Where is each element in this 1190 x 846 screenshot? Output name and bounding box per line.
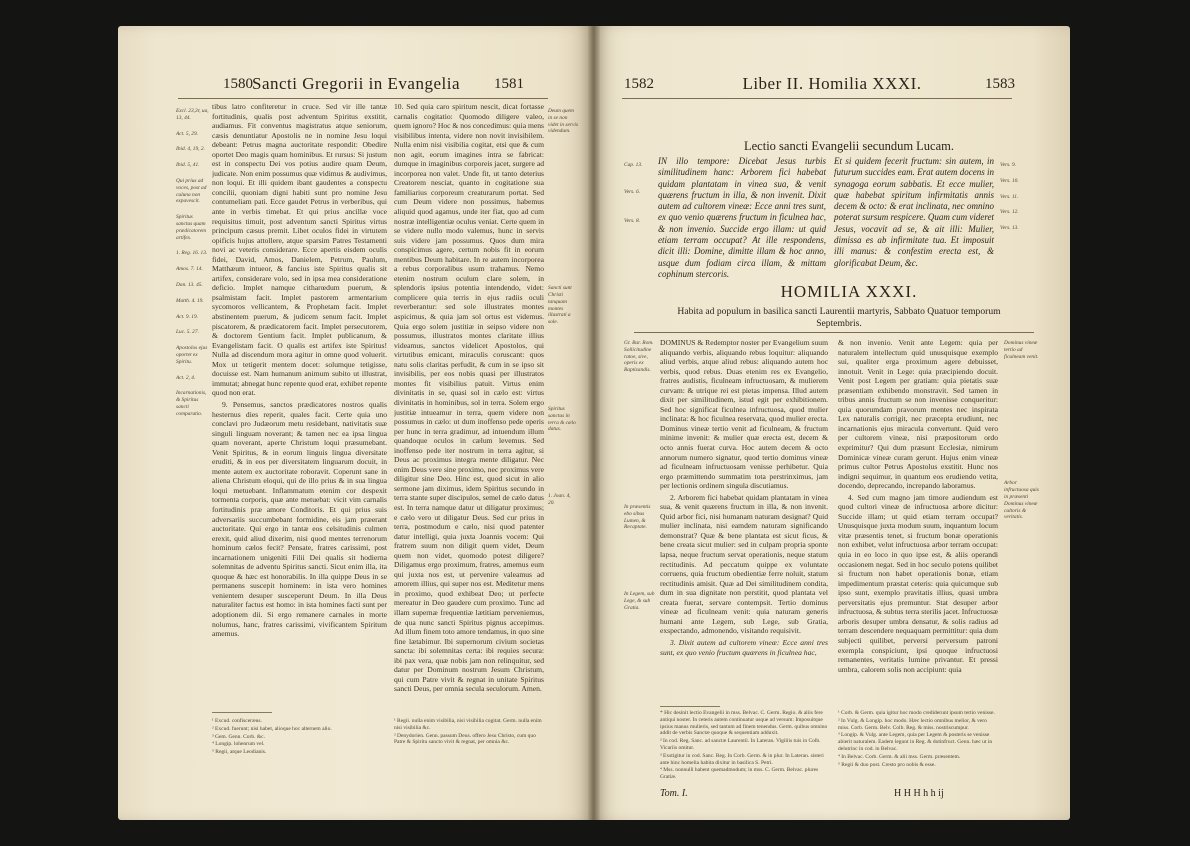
- footnote: ¹ Excud. confisceræus.: [212, 718, 262, 724]
- left-inner-margin-notes: [548, 108, 578, 516]
- right-footnotes-col2: [838, 710, 998, 769]
- margin-note: Act. 9. 19.: [176, 313, 199, 320]
- footnote: ⁴ In Belvac. Corb. Germ. & alii mss. Germ. præsentem.: [838, 753, 961, 760]
- left-column-2: [394, 102, 544, 700]
- paragraph: tibus latro confiteretur in cruce. Sed vir ille tantæ fortitudinis, qualis post adventum Spiritus exstitit, audiamus. Fit conventus magistratus atque seniorum, cæsis denuntiatur Apostolis ne in nomine Jesu loqui debeant: Petrus magna auctoritate respondit: Obedire oportet Deo magis quam hominibus. Et rursus: Si justum est in conspectu Dei vos potius audire quam Deum, judicate. Non enim possumus quæ vidimus & audivimus, non loqui. Et illi quidem ibant gaudentes a conspectu concilii, quoniam digni habiti sunt pro nomine Jesu contumeliam pati. Ecce gaudet Petrus in verberibus, qui ante in verbis timebat. Et qui prius ancillæ voce requisitus timuit, post adventum sancti Spiritus virtus principum cæsus premit. Libet oculos fidei in virtutem opificis hujus attollere, atque sparsim Patres Testamenti novi ac veteris considerare. Ecce apertis eisdem oculis fidei, David, Amos, Danielem, Petrum, Paulum, Matthæum intueor, & fancius iste Spiritus qualis sit artifex, considerare volo, sed in ipsa mea consideratione deficio. Implet namque citharœdum puerum, & psalmistam facit. Implet pastorem armentarium sycomoros vellicantem, & Prophetam facit. Implet abstinentem puerum, & judicem senum facit. Implet piscatorem, & prædicatorem facit. Implet persecutorem, & doctorem Gentium facit. Implet publicanum, & Evangelistam facit. O qualis est artifex iste Spiritus! Nulla ad discendum mora agitur in omne quod voluerit. Mox ut tetigerit mentem docet: solumque tetigisse, docuisse est. Nam humanum animum subito ut illustrat, immutat; abnegat hunc repente quod erat, exhibet repente quod non erat.: [212, 102, 387, 398]
- footnote: ¹ Corb. & Germ. quia igitur hoc modo crediderunt ipsum tertio venisse.: [838, 710, 995, 716]
- margin-note: Incarnationis, & Spiritus sancti comparatio.: [176, 390, 207, 417]
- margin-note: In præsentis ebo sibus Lumen, & Recaptate.: [624, 503, 651, 531]
- paragraph: 2. Arborem fici habebat quidam plantatam in vinea sua, & venit quærens fructum in illa, & non invenit. Quid arbor fici, nisi humanam naturam designat? Quid mulier inclinata, nisi eamdem naturam significando demonstrat? Quæ & bene plantata est sicut ficus, & bene creata sicut mulier: sed in culpam propria sponte lapsa, neque fructum servat operationis, neque statum rectitudinis. Ad peccatum quippe ex voluntate corruens, quia fructum obedientiæ ferre noluit, statum rectitudinis amisit. Quæ ad Dei similitudinem condita, dum in sua dignitate non perstitit, quod plantata vel creata fuerat, servare contempsit. Tertio dominus vineæ ad ficulneam venit: quia naturam generis humani ante Legem, sub Lege, sub Gratia, exspectando, admonendo, visitando requisivit.: [660, 492, 828, 636]
- margin-note: Spiritus sanctus in terra & cælo datus.: [548, 405, 576, 433]
- lectio-text: IN illo tempore: Dicebat Jesus turbis similitudinem hanc: Arborem fici habebat quidam plantatam in vinea sua, & venit quærens fructum in illa, & non invenit. Dixit autem ad cultorem vineæ: Ecce anni tres sunt, ex quo venio quærens fructum in ficulnea hac, & non invenio. Succide ergo illam: ut quid etiam terram occupat? At ille respondens, dicit illi: Domine, dimitte illam & hoc anno, usque dum fodiam circa illam, & mittam cophinum stercoris.: [658, 156, 826, 279]
- margin-note: Vers. 8.: [624, 217, 641, 224]
- margin-note: Vers. 12.: [1000, 209, 1019, 216]
- left-page: [118, 26, 594, 820]
- margin-note: Arbor infructuosa quis in præsenti Dominus vineæ cultoris & veritatis.: [1004, 480, 1039, 521]
- left-column-1: [212, 102, 387, 700]
- page-number-1582: 1582: [624, 76, 654, 92]
- margin-note: Ibid. 5, 41.: [176, 162, 200, 169]
- homilia-subtitle: Habita ad populum in basilica sancti Laurentii martyris, Sabbato Quatuor temporum Septembris.: [677, 306, 1001, 329]
- footnote: * Hic desinit lectio Evangelii in mss. Belvac. C. Germ. Regio. & aliis fere antiqui noster. In ceteris autem continuatur usque ad versum: Imposuitque ipsius manus mulieris, sed tantum ad finem tenendus. Germ. quibus omnino addit de verbis Sanctæ quoque & sequentiam adduxit.: [660, 710, 828, 737]
- footnote: ² Excud. fuerunt; nisi habet, alioque hoc alternem alio.: [212, 725, 332, 732]
- lectio-text: Et si quidem fecerit fructum: sin autem, in futurum succides eam. Erat autem docens in synagoga eorum sabbatis. Et ecce mulier, quæ habebat spiritum infirmitatis annis decem & octo: & erat inclinata, nec omnino poterat sursum respicere. Quam cum videret Jesus, vocavit ad se, & ait illi: Mulier, dimissa es ab infirmitate tua. Et imposuit illi manus: & confestim erecta est, & glorificabat Deum, &c.: [834, 156, 994, 268]
- margin-note: Ibid. 4, 19, 2.: [176, 146, 205, 153]
- footnote-rule: [212, 712, 272, 713]
- margin-note: 1. Joan. 4, 20.: [548, 493, 571, 506]
- margin-note: Vers. 10.: [1000, 177, 1019, 184]
- homilia-heading: HOMILIA XXXI.: [780, 282, 918, 301]
- volume-signature: Tom. I.: [660, 788, 688, 799]
- margin-note: Act. 2, 4.: [176, 374, 196, 381]
- footnote: ⁵ Regii & duo post. Cresto pro nobis & esse.: [838, 761, 936, 768]
- page-number-1581: 1581: [494, 76, 524, 92]
- margin-note: Qui prius ad voces, post ad culuna non expavescit.: [176, 177, 207, 205]
- margin-note: Deum quem in se non videt in servis videndum.: [548, 108, 578, 135]
- left-footnotes-col1: [212, 718, 387, 757]
- section-rule: [634, 332, 1034, 333]
- margin-note: Luc. 5. 27.: [176, 329, 199, 336]
- footnote: ³ Gem. Genn. Corb. &c.: [212, 733, 265, 740]
- margin-note: Vers. 9.: [1000, 162, 1017, 168]
- footnote: ³ Longip. & Vulg. ante Legem, quia per Legem & posteris se venisse abierit naturalem. Eadem legunt in Reg. & dotinfruct. Genn. hæc ut in delutrinc in cod. in Belvac.: [838, 732, 993, 752]
- footnote: ⁴ Longip. lohenrum vel.: [212, 741, 265, 748]
- left-outer-margin-notes: [176, 108, 210, 427]
- paragraph: & non invenio. Venit ante Legem: quia per naturalem intellectum quid unusquisque exemplo sui, qualiter erga proximum agere debuisset, innotuit. Venit in Lege: quia præcipiendo docuit. Venit post Legem per gratiam: quia pietatis suæ præsentiam exhibendo monstravit. Sed tamen in tribus annis fructum se non invenisse conqueritur: quia quorumdam pravorum mentes nec inspirata Lex naturalis corrigit, nec præcepta erudiunt, nec incarnationis ejus miracula convertunt. Quid vero per cultorem vineæ, nisi præpositorum ordo exprimitur? Qui dum præsunt Ecclesiæ, nimirum Dominicæ vineæ curam gerunt. Hujus enim vineæ primus cultor Petrus Apostolus exstitit. Hunc nos indigni sequimur, in quantum eos erudiendo vetita, docendo, deprecando, increpando laboramus.: [838, 338, 998, 491]
- header-rule: [622, 98, 1012, 99]
- book-spread: [118, 26, 1070, 820]
- paragraph: 9. Pensemus, sanctos prædicatores nostros qualis hesternus dies reperit, quales facit. Certe quia uno conclavi pro Judæorum metu residebant, nativitatis suæ singuli linguam noverant; & tamen nec ea ipsa lingua quam noverant, aperte Christum loqui præsumebant. Venit Spiritus, & in eorum linguis lingua diversitate eruditi, & in eos per diversitatem linguarum docuit, in mente autem ex auctoritate roboravit. Coperunt sane in aliena Christum eloqui, qui de illo prius & in sua lingua loqui metuebant. Inflammatum etenim cor despexit tormenta corporis, quæ ante metuebat: vicit vim carnalis fortitudinis præ amore Conditoris. Et qui prius suis adversariis succumbebant formidine, eis jam præerant auctoritate. Qui ergo in tantæ eos celsitudinis culmen erexit, quid aliud dixerim, nisi quod mentes terrenorum hominum cælos fecit? Pensate, fratres carissimi, post incarnationem unigeniti Filii Dei qualis sit hodierna solemnitas de adventu Spiritus sancti. Sicut enim illa, ita quoque & hæc est honorabilis. In illa quippe Deus in se permanens suscepit hominem: in ista vero homines venientem desuper susceperunt Deum. In illa Deus naturaliter factus est homo: in ista homines facti sunt per adoptionem dii. Si ergo remanere carnales in morte nolumus, hanc, fratres carissimi, vivificantem Spiritum amemus.: [212, 399, 387, 639]
- margin-note: Dominus vineæ tertio ad ficulneam venit.: [1004, 340, 1039, 360]
- margin-note: Gr. Bar. Rom. Sollicitudine ratoe, sive, operis ex Baptizandis.: [624, 340, 654, 374]
- left-running-title: Sancti Gregorii in Evangelia: [251, 74, 461, 93]
- right-inner-margin-notes: [1004, 340, 1040, 530]
- paragraph: DOMINUS & Redemptor noster per Evangelium suum aliquando verbis, aliquando rebus loquitur: aliquando aliud verbis, atque aliud rebus: aliquando autem hoc verbis, quod rebus. Duas etenim res ex Evangelio, fratres audistis, ficulneam infructuosam, & mulierem curvam: & utrique rei est pietas impensa. Illud autem dixit per similitudinem, istud egit per exhibitionem. Sed hoc significat ficulnea infructuosa, quod mulier inclinata: & hoc ficulnea reservata, quod mulier erecta. Dominus vineæ tertio venit ad ficulneam, & fructum minime invenit: & mulier quæ erecta est, decem & octo annis fuerat curva. Hoc autem decem & octo annorum numero signatur, quod tertio dominus vineæ ad ficulneam infructuosam venisse perhibetur. Quia ergo præmittendo summatim tota perstrinximus, jam per lectionis ordinem singula discutiamus.: [660, 338, 828, 491]
- book-gutter: [588, 26, 600, 820]
- footnote: ¹ Regii. nulla enim visibilia, nisi visibilia cogitat. Germ. nulla enim nisi visibilia &c.: [394, 718, 542, 731]
- margin-note: Vers. 13.: [1000, 225, 1019, 232]
- right-page: [594, 26, 1070, 820]
- margin-note: Act. 5, 29.: [176, 130, 199, 137]
- margin-note: Dan. 13. 45.: [176, 281, 203, 288]
- footnote: ² Denydorien. Genn. passum Deus. offero Jesu Christo, cum quo Patre & Spiritu sancto vivit & regnat, per omnia &c.: [394, 732, 536, 746]
- footnote: ³ Exstigitur in cod. Sanc. Reg. In Corb. Germ. & in plur. In Lateran. sisteri ante hinc homelia habita dixitur in basilica S. Petri.: [660, 752, 824, 766]
- margin-note: Sancti sunt Christi tanquam montes illustrati a sole.: [548, 285, 572, 326]
- lectio-title: Lectio sancti Evangelii secundum Lucam.: [744, 139, 954, 153]
- margin-note: Apostolos ejus oportet ex Spiritu.: [176, 345, 208, 365]
- footnote-rule: [660, 706, 720, 707]
- left-running-head: [118, 74, 594, 104]
- lectio-column-2: [834, 156, 994, 269]
- margin-note: Excl. 23,3r, ua, 13, 44.: [176, 108, 209, 121]
- lectio-margin-right: [1000, 162, 1030, 241]
- footnote: ² In Vulg. & Longip. hoc modo. Hæc lectio omnibus melior, & vero miss. Corb. Germ. Belv. Colb. Reg. & miss. nostriscumpur.: [838, 717, 987, 731]
- left-footnotes-col2: [394, 718, 544, 747]
- lectio-margin-left: [624, 162, 654, 233]
- footnote: ⁴ Mss. nonnulli habent quemadmodum; in mss. C. Germ. Belvac. plures Gratiæ.: [660, 767, 819, 781]
- right-column-1: [660, 338, 828, 700]
- margin-note: Vers. 11.: [1000, 193, 1019, 200]
- right-footnotes-col1: [660, 710, 828, 782]
- margin-note: Cap. 13.: [624, 162, 643, 168]
- margin-note: Spiritus sanctus quam prædicatorem artifex.: [176, 214, 207, 241]
- lectio-column-1: [658, 156, 826, 280]
- gathering-signature: H H H h h ij: [894, 788, 944, 799]
- right-outer-margin-notes: [624, 340, 658, 621]
- footnote: ² In cod. Reg. Sanc. ad sanctæ Laurentii. In Lateran. Vigiliis tuis in Colb. Vicariis omitur.: [660, 738, 821, 751]
- paragraph: 10. Sed quia caro spiritum nescit, dicat fortasse carnalis cogitatio: Quomodo diligere valeo, quem ignoro? Hoc & nos concedimus: quia mens visibilibus intenta, videre non novit invisibilem. Nulla enim nisi visibilia cogitat, etsi que & cum non agit, eorum imagines intra se fabricat: dumque in imaginibus corporeis jacet, surgere ad incorporea non valet. Unde fit, ut tanto deterius Creatorem nesciat, quanto in cogitatione sua familiarius corporeum creaturarum portat. Sed cum Deum videre non possimus, habemus aliquid quod agamus, unde iter fiat, quo ad cum nostræ intelligentiæ oculus veniat. Certe quem in se videre nullo modo valemus, hunc in servis suis videre jam possumus. Quos dum mira conspicimus agere, certum nobis fit in eorum mentibus Deum habitare. In re autem incorporea a rebus corporalibus usum trahamus. Nemo etenim nostrum oculum clare solem, in splendoris ipsius potentia intendendo, videt: complicere quia terris in ejus radiis oculi reverberantur: sed sole illustrates montes aspicimus, & quia jam sol ortus est videmus. Quia ergo solem justitiæ in seipso videre non possumus, illustratos montes claritate illius videamus, sanctos videlicet Apostolos, qui virtutibus emicant, miraculis coruscant: quos natu solis claritas perfudit, & cum in se ipso sit invisibilis, per eos nobis quasi per illustratos montes fit visibilius patuit. Virtus enim divinitatis in se, quasi sol in cælo est: virtus divinitatis in hominibus, sol in terra. Solem ergo justitiæ intueamur in terra, quem videre non possumus in cælo: ut dum inoffenso pede operis per hunc in terra gradimur, ad intuendum illum quandoque oculos in cælum levemus. Sed inoffenso pede iter nostrum in terra agitur, si Deus ac proximus integra mente diligatur. Nec enim Deus vere sine proximo, nec proximus vere diligitur sine Deo. Hinc est, quod sicut in alio sermone jam diximus, idem Spiritus secundo in terra stante super discipulos, semel de cælo datus est. In terra namque datur ut diligatur proximus; e cælo vero ut diligatur Deus. Sed cur prius in terra, postmodum e cælo, nisi quod patenter datur intelligi, quia juxta Joannis vocem: Qui fratrem suum non diligit quem videt, Deum quem non videt, quomodo potest diligere? Diligamus ergo proximum, fratres, amemus eum qui juxta nos est, ut pervenire valeamus ad amorem illius, qui super nos est. Meditetur mens in proximo, quod exhibeat Deo; ut perfecte mereatur in Deo gaudere cum proximo. Tunc ad illam supernæ frequentiæ lætitiam perveniemus, de qua nunc sancti Spiritus pignus accepimus. Ad illum finem toto amore tendamus, in quo sine fine lætabimur. Ibi supernorum civium societas sancta: ibi solemnitas certa: ibi requies secura: ibi pax vera, quæ nobis jam non relinquitur, sed datur per Dominum nostrum Jesum Christum, qui cum Patre vivit & regnat in unitate Spiritus sancti Deus, per omnia secula seculorum. Amen.: [394, 102, 544, 694]
- margin-note: Matth. 4. 19.: [176, 297, 204, 304]
- right-column-2: [838, 338, 998, 700]
- margin-note: In Legem, sub Lege, & sub Gratia.: [624, 591, 655, 611]
- margin-note: 1. Reg. 16. 13.: [176, 250, 208, 257]
- page-number-1580: 1580: [223, 76, 253, 92]
- footnote: ⁵ Regii, atque Leodianis.: [212, 749, 267, 756]
- margin-note: Vers. 6.: [624, 188, 641, 195]
- header-rule: [178, 98, 548, 99]
- right-running-head: [594, 74, 1070, 104]
- margin-note: Amos. 7. 14.: [176, 266, 203, 273]
- paragraph: 3. Dixit autem ad cultorem vineæ: Ecce anni tres sunt, ex quo venio fructum quærens in ficulnea hac,: [660, 637, 828, 657]
- page-number-1583: 1583: [985, 76, 1015, 92]
- right-running-title: Liber II. Homilia XXXI.: [742, 74, 922, 93]
- paragraph: 4. Sed cum magno jam timore audiendum est quod cultori vineæ de infructuosa arbore dicitur: Succide illam; ut quid etiam terram occupat? Unusquisque juxta modum suum, inquantum locum vitæ præsentis tenet, si fructum bonæ operationis non exhibet, velut infructuosa arbor terram occupat: quia in eo loco in quo ipse est, & aliis operandi occasionem negat. Sed in hoc seculo potens quilibet si fructum non habet operationis bonæ, etiam impedimentum præstat ceteris: quia quicumque sub ipso sunt, exemplo pravitatis illius, quasi umbra perversitatis ejus premuntur. Stat desuper arbor infructuosa, & subtus terra sterilis jacet. Infructuosæ arboris desuper umbra densatur, & solis radius ad terram descendere nequaquam permittitur: quia dum subjecti quilibet, perversi perversum patroni exempla conspiciunt, ipsi quoque infructuosi remanentes, veritatis lumine privantur. Et pressi umbra, calorem solis non accipiunt: quia: [838, 492, 998, 674]
